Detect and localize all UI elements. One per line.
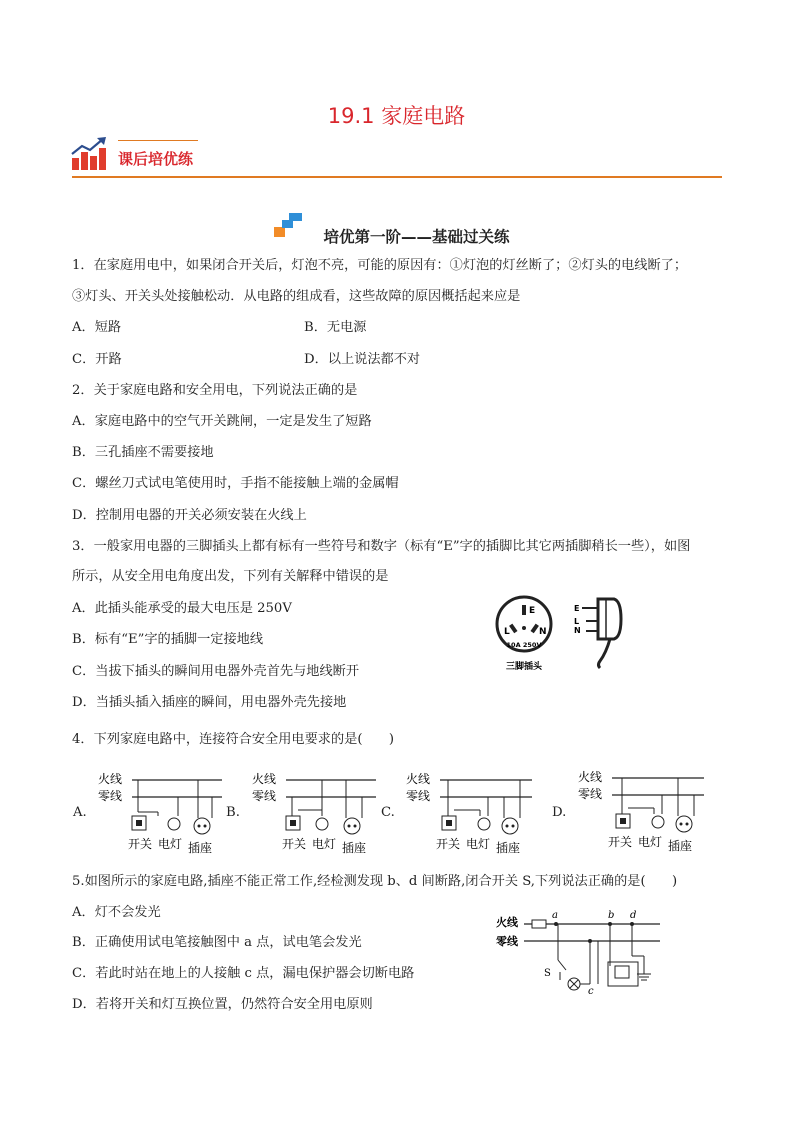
q4c-lamp-label: 电灯 [466,837,491,851]
section-heading: 课后培优练 [118,150,194,168]
section-divider [72,176,722,178]
chart-logo-icon [70,136,110,172]
q4b-switch-label: 开关 [282,837,307,851]
q4-stem: 4．下列家庭电路中，连接符合安全用电要求的是( ) [72,732,394,747]
q3-option-a[interactable]: A．此插头能承受的最大电压是 250V [72,601,292,616]
q5-option-a[interactable]: A．灯不会发光 [72,905,161,920]
q4c-socket-label: 插座 [496,841,521,855]
q4d-socket-label: 插座 [668,839,693,853]
q5-option-d[interactable]: D．若将开关和灯互换位置，仍然符合安全用电原则 [72,997,373,1012]
q3-option-b[interactable]: B．标有“E”字的插脚一定接地线 [72,632,264,647]
q4a-socket-label: 插座 [188,841,213,855]
q3-side-e: E [574,604,580,613]
q5-point-a: a [552,910,558,921]
q3-side-l: L [574,617,580,626]
q5-switch-label: S [544,968,551,979]
q4a-live-label: 火线 [98,772,123,786]
q4a-neutral-label: 零线 [98,789,123,803]
q5-live-label: 火线 [496,916,518,929]
q5-circuit-figure [494,908,664,994]
q4c-live-label: 火线 [406,772,431,786]
q4d-neutral-label: 零线 [578,787,603,801]
q4b-live-label: 火线 [252,772,277,786]
q1-option-c[interactable]: C．开路 [72,352,122,367]
q4-circuit-a [96,770,224,856]
q3-rating: 10A 250V [506,641,542,649]
q2-option-d[interactable]: D．控制用电器的开关必须安装在火线上 [72,508,307,523]
q3-option-d[interactable]: D．当插头插入插座的瞬间，用电器外壳先接地 [72,695,347,710]
q2-option-c[interactable]: C．螺丝刀式试电笔使用时，手指不能接触上端的金属帽 [72,476,399,491]
q4-option-b[interactable]: B. [226,805,240,820]
q5-neutral-label: 零线 [496,935,518,948]
q3-pin-e: E [529,606,536,616]
q4b-neutral-label: 零线 [252,789,277,803]
q1-stem-line2: ③灯头、开关头处接触松动．从电路的组成看，这些故障的原因概括起来应是 [72,289,521,304]
q4d-live-label: 火线 [578,770,603,784]
section-overline [118,140,198,141]
q1-option-d[interactable]: D．以上说法都不对 [304,352,421,367]
q4b-lamp-label: 电灯 [312,837,337,851]
q2-stem: 2．关于家庭电路和安全用电，下列说法正确的是 [72,383,358,398]
q5-option-b[interactable]: B．正确使用试电笔接触图中 a 点，试电笔会发光 [72,935,362,950]
q3-pin-l: L [504,627,510,637]
q3-option-c[interactable]: C．当拔下插头的瞬间用电器外壳首先与地线断开 [72,664,360,679]
q5-point-d: d [630,910,637,921]
q3-pin-n: N [539,627,547,637]
q5-point-c: c [588,986,594,994]
q1-option-b[interactable]: B．无电源 [304,320,367,335]
q4b-socket-label: 插座 [342,841,367,855]
stage-heading: 培优第一阶——基础过关练 [323,228,510,246]
q3-stem-line2: 所示，从安全用电角度出发，下列有关解释中错误的是 [72,569,389,584]
q4-circuit-c [404,770,534,856]
q4-circuit-b [250,770,378,856]
q3-side-n: N [574,626,581,635]
q5-option-c[interactable]: C．若此时站在地上的人接触 c 点，漏电保护器会切断电路 [72,966,415,981]
q4-option-d[interactable]: D. [552,805,567,820]
q3-caption: 三脚插头 [505,662,543,672]
q4a-lamp-label: 电灯 [158,837,183,851]
q5-point-b: b [608,910,615,921]
q4-option-c[interactable]: C. [381,805,395,820]
q4d-switch-label: 开关 [608,835,633,849]
q4c-switch-label: 开关 [436,837,461,851]
q4a-switch-label: 开关 [128,837,153,851]
q4-circuit-d [576,768,706,854]
page-title: 19.1 家庭电路 [327,104,466,128]
q1-stem-line1: 1．在家庭用电中，如果闭合开关后，灯泡不亮，可能的原因有：①灯泡的灯丝断了；②灯头的电线断了； [72,258,688,273]
q4d-lamp-label: 电灯 [638,835,663,849]
q1-option-a[interactable]: A．短路 [72,320,122,335]
q4-option-a[interactable]: A. [73,805,87,820]
q3-plug-figure [494,591,634,681]
q4c-neutral-label: 零线 [406,789,431,803]
q5-stem: 5.如图所示的家庭电路,插座不能正常工作,经检测发现 b、d 间断路,闭合开关 S,下列说法正确的是( ) [72,874,678,889]
q2-option-a[interactable]: A．家庭电路中的空气开关跳闸，一定是发生了短路 [72,414,372,429]
q3-stem-line1: 3．一般家用电器的三脚插头上都有标有一些符号和数字（标有“E”字的插脚比其它两插脚稍长一些），如图 [72,539,691,554]
q2-option-b[interactable]: B．三孔插座不需要接地 [72,445,214,460]
